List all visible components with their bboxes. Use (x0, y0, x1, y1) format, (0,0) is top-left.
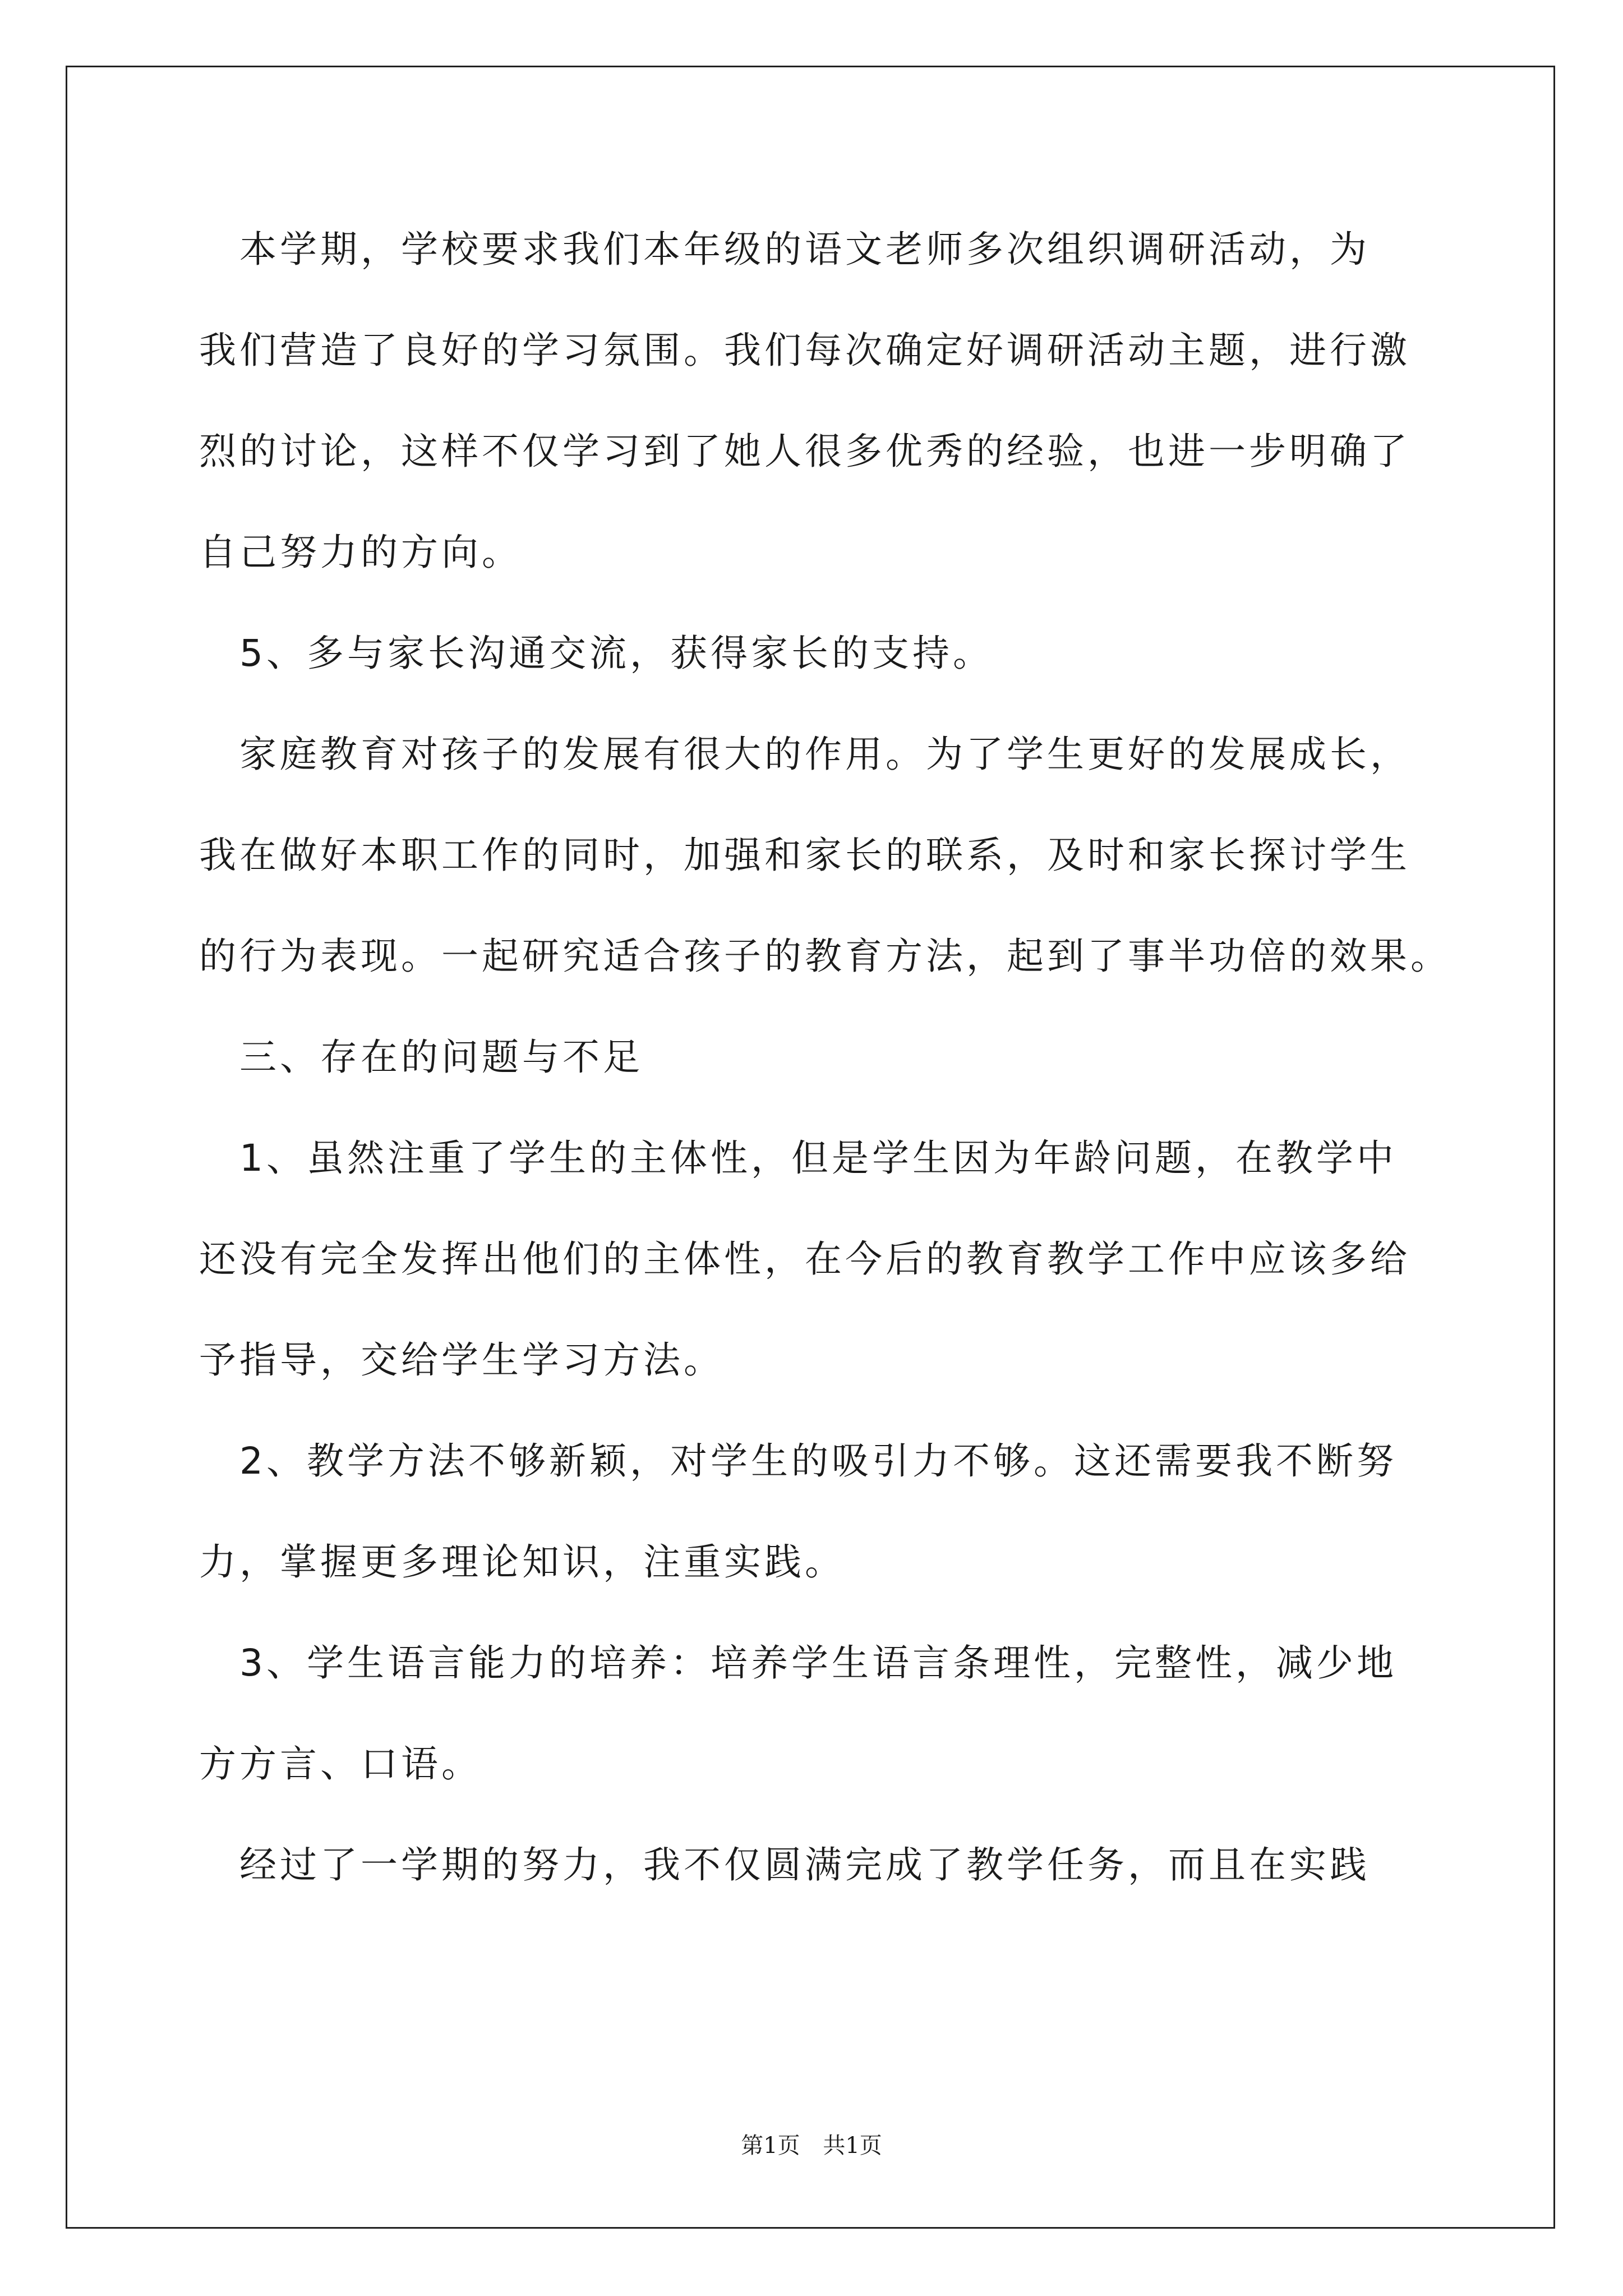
page-footer (0, 2132, 1623, 2160)
text-line: 方方言、口语。 (199, 1742, 482, 1786)
text-line: 力，掌握更多理论知识，注重实践。 (199, 1540, 845, 1584)
section-heading: 三、存在的问题与不足 (199, 1036, 643, 1079)
text-line: 3、学生语言能力的培养：培养学生语言条理性，完整性，减少地 (199, 1641, 1397, 1685)
text-line: 经过了一学期的努力，我不仅圆满完成了教学任务，而且在实践 (199, 1843, 1370, 1887)
page-number: 第1页 (741, 2133, 800, 2159)
text-line: 5、多与家长沟通交流，获得家长的支持。 (199, 632, 993, 675)
text-line: 烈的讨论，这样不仅学习到了她人很多优秀的经验，也进一步明确了 (199, 430, 1410, 473)
text-line: 自己努力的方向。 (199, 531, 522, 574)
page-total: 共1页 (823, 2133, 882, 2159)
text-line: 我们营造了良好的学习氛围。我们每次确定好调研活动主题，进行激 (199, 329, 1410, 372)
text-line: 我在做好本职工作的同时，加强和家长的联系，及时和家长探讨学生 (199, 834, 1410, 877)
text-line: 的行为表现。一起研究适合孩子的教育方法，起到了事半功倍的效果。 (199, 935, 1451, 978)
text-line: 2、教学方法不够新颖，对学生的吸引力不够。这还需要我不断努 (199, 1439, 1397, 1483)
text-line: 本学期，学校要求我们本年级的语文老师多次组织调研活动，为 (199, 228, 1370, 271)
text-line: 予指导，交给学生学习方法。 (199, 1338, 724, 1382)
text-line: 1、虽然注重了学生的主体性，但是学生因为年龄问题，在教学中 (199, 1137, 1397, 1180)
text-line: 家庭教育对孩子的发展有很大的作用。为了学生更好的发展成长， (199, 733, 1410, 776)
text-line: 还没有完全发挥出他们的主体性，在今后的教育教学工作中应该多给 (199, 1237, 1410, 1281)
